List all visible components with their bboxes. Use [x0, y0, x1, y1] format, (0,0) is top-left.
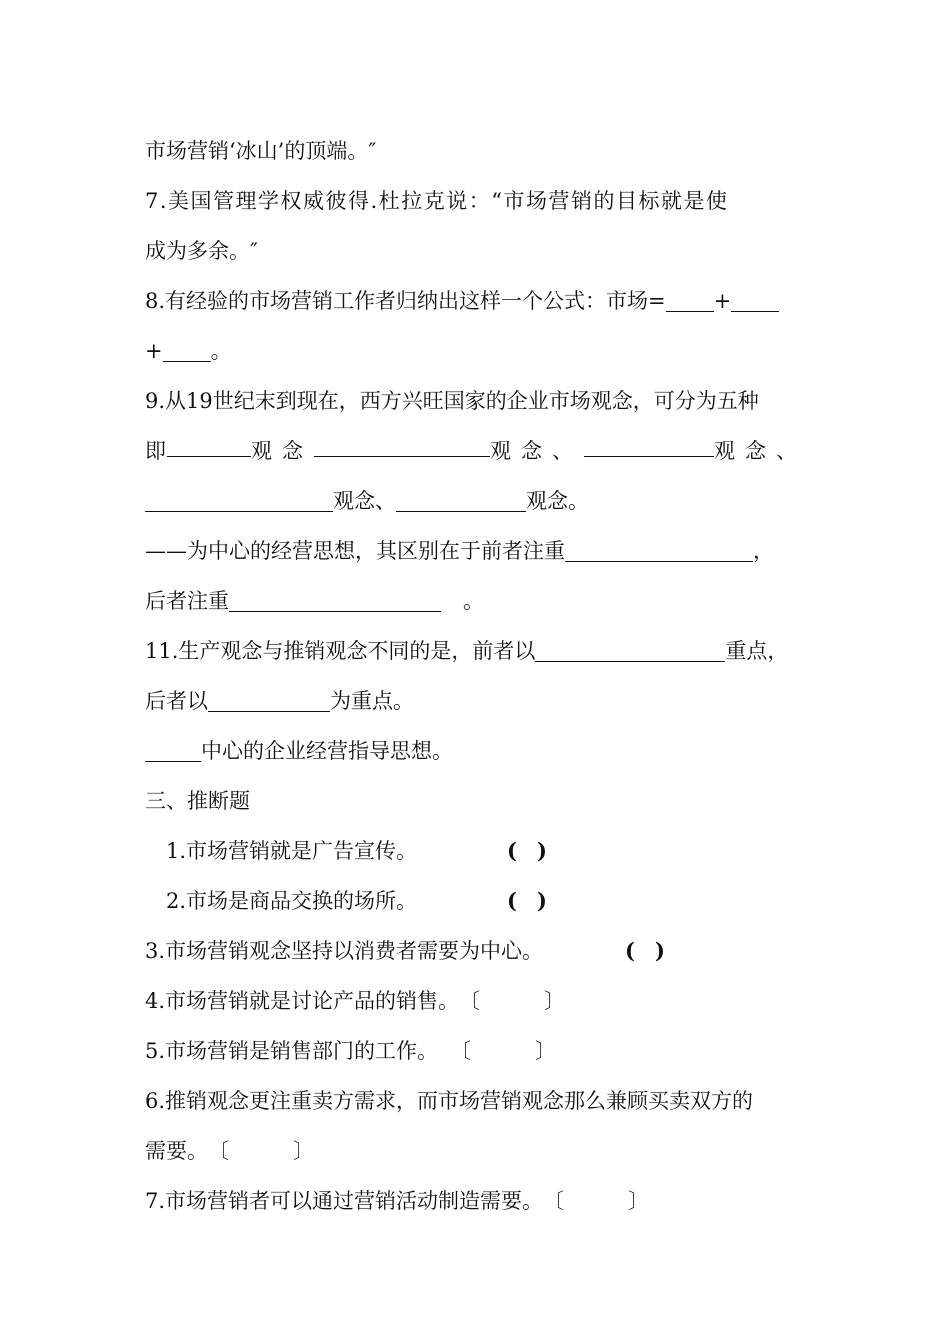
text: 7.市场营销者可以通过营销活动制造需要。: [145, 1189, 544, 1213]
text: 后者以: [145, 689, 208, 713]
text: 6.推销观念更注重卖方需求，而市场营销观念那么兼顾买卖双方的: [145, 1089, 754, 1113]
fill-blank[interactable]: [535, 641, 725, 662]
answer-paren[interactable]: ( ): [625, 938, 665, 963]
text: 观念、: [490, 439, 583, 463]
question-12-line: [145, 736, 453, 766]
judge-item-4: [145, 986, 565, 1016]
judge-item-2: [166, 886, 547, 916]
text: 3.市场营销观念坚持以消费者需要为中心。: [145, 939, 544, 963]
text-line: [145, 136, 376, 166]
answer-paren[interactable]: ( ): [507, 838, 547, 863]
question-9-line-1: [145, 386, 759, 416]
fill-blank[interactable]: [314, 436, 490, 457]
text: 1.市场营销就是广告宣传。: [166, 839, 418, 863]
period: 。: [568, 489, 589, 513]
text: 观念: [251, 439, 313, 463]
text: 7.美国管理学权威彼得.杜拉克说：“市场营销的目标就是使: [145, 189, 729, 213]
judge-item-6-line-1: [145, 1086, 753, 1116]
period: 。: [210, 339, 232, 363]
answer-paren[interactable]: 〔 〕: [543, 1189, 650, 1213]
text: 为重点。: [330, 689, 414, 713]
judge-item-1: [166, 836, 547, 866]
text: 市场营销‘冰山’的顶端。″: [145, 139, 377, 163]
section-title: 三、推断题: [145, 789, 250, 813]
fill-blank[interactable]: [666, 291, 714, 312]
plus-sign: +: [713, 289, 732, 313]
fill-blank[interactable]: [565, 541, 753, 562]
text: 重点，: [725, 639, 789, 663]
question-11-line-1: [145, 636, 788, 666]
fill-blank[interactable]: [145, 491, 333, 512]
text: 成为多余。″: [145, 239, 258, 263]
text: 观念、: [333, 489, 396, 513]
judge-item-6-line-2: [145, 1136, 314, 1166]
section-heading: [145, 786, 250, 816]
question-10-line-2: [145, 586, 484, 616]
text: 9.从19世纪末到现在，西方兴旺国家的企业市场观念，可分为五种: [145, 389, 759, 413]
text: 观念: [526, 489, 568, 513]
text: 5.市场营销是销售部门的工作。: [145, 1039, 439, 1063]
text: 中心的企业经营指导思想。: [201, 739, 453, 763]
text: 2.市场是商品交换的场所。: [166, 889, 418, 913]
text: 4.市场营销就是讨论产品的销售。: [145, 989, 460, 1013]
fill-blank[interactable]: [396, 491, 526, 512]
fill-blank[interactable]: [731, 291, 779, 312]
question-9-line-2: [145, 436, 807, 466]
judge-item-5: [145, 1036, 556, 1066]
question-9-line-3: [145, 486, 589, 516]
text: 11.生产观念与推销观念不同的是，前者以: [145, 639, 536, 663]
text: 即: [145, 439, 166, 463]
fill-blank[interactable]: [208, 691, 330, 712]
fill-blank[interactable]: [145, 741, 201, 762]
question-7-line-2: [145, 236, 258, 266]
question-11-line-2: [145, 686, 414, 716]
judge-item-3: [145, 936, 665, 966]
question-8-line-2: [145, 336, 232, 366]
fill-blank[interactable]: [229, 591, 441, 612]
plus-sign: +: [145, 339, 163, 363]
judge-item-7: [145, 1186, 649, 1216]
answer-paren[interactable]: ( ): [507, 888, 547, 913]
text: 需要。: [145, 1139, 208, 1163]
fill-blank[interactable]: [584, 436, 714, 457]
fill-blank[interactable]: [167, 436, 251, 457]
fill-blank[interactable]: [163, 341, 211, 362]
text: 8.有经验的市场营销工作者归纳出这样一个公式：市场=: [145, 289, 666, 313]
text: 后者注重: [145, 589, 229, 613]
answer-paren[interactable]: 〔 〕: [208, 1139, 314, 1163]
question-10-line-1: [145, 536, 774, 566]
answer-paren[interactable]: 〔 〕: [459, 989, 566, 1013]
comma: ，: [753, 539, 774, 563]
answer-paren[interactable]: 〔 〕: [450, 1039, 557, 1063]
question-7-line-1: [145, 186, 728, 216]
question-8-line-1: [145, 286, 779, 316]
text: ——为中心的经营思想，其区别在于前者注重: [145, 539, 565, 563]
period: 。: [463, 589, 484, 613]
text: 观念、: [714, 439, 807, 463]
